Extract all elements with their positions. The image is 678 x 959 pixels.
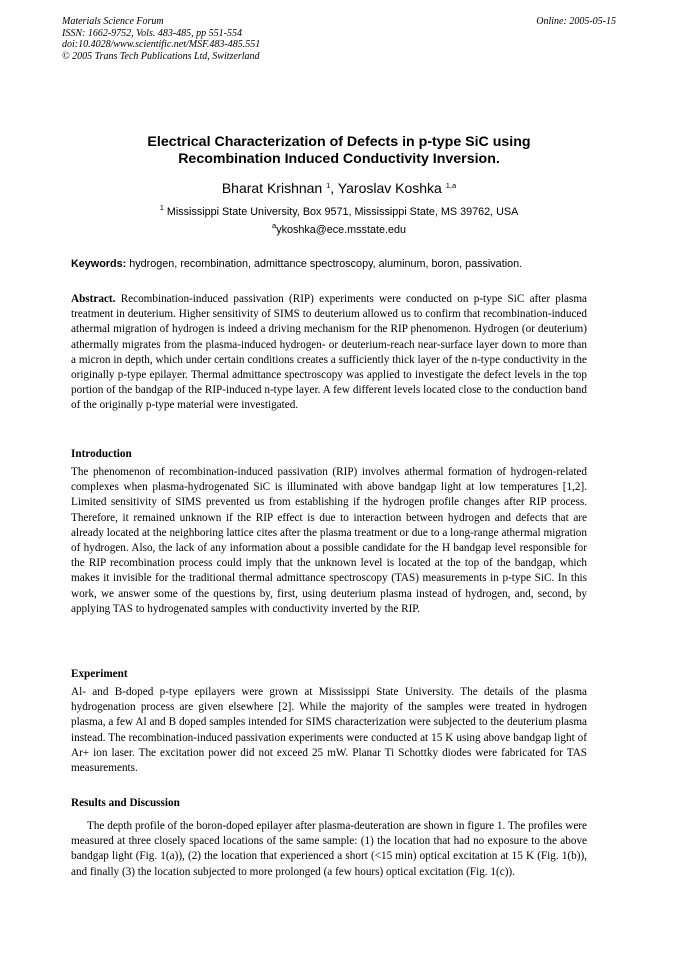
abstract-label: Abstract. [71,293,116,305]
email-address: ykoshka@ece.msstate.edu [276,224,406,236]
paper-title [0,134,678,168]
author-name: Yaroslav Koshka [337,180,442,196]
experiment-text: Al- and B-doped p-type epilayers were grown at Mississippi State University. The details of the plasma hydrogenation process are given elsewhere [2]. While the majority of the samples were treated in hydrogen plasma, a few Al and B doped samples intended for SIMS characterization were subjected to the deuterium plasma instead. The recombination-induced passivation experiments were conducted at 15 K using above bandgap light of Ar+ ion laser. The excitation power did not exceed 25 mW. Planar Ti Schottky diodes were fabricated for TAS measurements. [71,686,587,775]
keywords-text: hydrogen, recombination, admittance spectroscopy, aluminum, boron, passivation. [129,258,523,270]
keywords [71,258,611,270]
abstract-text: Recombination-induced passivation (RIP) experiments were conducted on p-type SiC after plasma treatment in deuterium. Higher sensitivity of SIMS to deuterium allowed us to confirm that recombination-induced athermal migration of hydrogen is indeed a driving mechanism for the RIP phenomenon. Hydrogen (or deuterium) athermally migrates from the plasma-induced hydrogen- or deuterium-reach near-surface layer down to more than a micron in depth, which under certain conditions creates a sufficiently thick layer of the n-type conductivity in the originally p-type epilayer. Thermal admittance spectroscopy was applied to investigate the defect levels in the top portion of the bandgap of the RIP-induced n-type layer. A few different levels located close to the conduction band of the originally p-type material were investigated. [71,293,587,412]
page-header [62,16,616,62]
section-heading-results: Results and Discussion [71,797,180,809]
abstract [71,292,587,414]
author-affiliation-mark: 1,a [445,181,457,190]
affiliation-text: Mississippi State University, Box 9571, Mississippi State, MS 39762, USA [166,206,519,218]
email-line [0,221,678,236]
title-line-2: Recombination Induced Conductivity Inversion. [178,151,500,167]
results-text: The depth profile of the boron-doped epilayer after plasma-deuteration are shown in figure 1. The profiles were measured at three closely spaced locations of the same sample: (1) the location that had no exposure to the above bandgap light (Fig. 1(a)), (2) the location that experienced a short (<15 min) optical excitation at 15 K (Fig. 1(b)), and finally (3) the location subjected to more prolonged (a few hours) optical excitation (Fig. 1(c)). [71,820,587,878]
section-heading-experiment: Experiment [71,668,128,680]
author-list [0,180,678,196]
author-affiliation-mark: 1 [326,181,331,190]
affiliation [0,203,678,218]
keywords-label: Keywords: [71,258,127,270]
author-name: Bharat Krishnan [221,180,323,196]
title-line-1: Electrical Characterization of Defects in p-type SiC using [147,134,531,150]
copyright-line: © 2005 Trans Tech Publications Ltd, Switzerland [62,50,260,62]
author-separator: , [330,180,335,196]
email-mark: a [272,221,277,230]
affiliation-mark: 1 [159,203,164,212]
section-heading-introduction: Introduction [71,448,132,460]
introduction-text: The phenomenon of recombination-induced passivation (RIP) involves athermal formation of hydrogen-related complexes when plasma-hydrogenated SiC is illuminated with above bandgap light at low temperatures [1,2]. Limited sensitivity of SIMS prevented us from establishing if the hydrogen profile changes after RIP process. Therefore, it remained unknown if the RIP effect is due to interaction between hydrogen and defects that are already located at the neighboring lattice cites after the plasma treatment or due to a long-range athermal migration of hydrogen. Also, the lack of any information about a possible candidate for the H bandgap level responsible for the RIP recombination process could imply that the unknown level is located at the top of the bandgap, which makes it invisible for the traditional thermal admittance spectroscopy (TAS) measurements in p-type SiC. In this work, we answer some of the questions by, first, using deuterium plasma instead of hydrogen, and, second, by applying TAS to hydrogenated samples with conductivity inverted by the RIP. [71,466,587,615]
doi-line: doi:10.4028/www.scientific.net/MSF.483-485.551 [62,39,261,50]
journal-name: Materials Science Forum [62,16,164,27]
issn-line: ISSN: 1662-9752, Vols. 483-485, pp 551-554 [62,27,242,39]
online-date: Online: 2005-05-15 [536,16,616,27]
